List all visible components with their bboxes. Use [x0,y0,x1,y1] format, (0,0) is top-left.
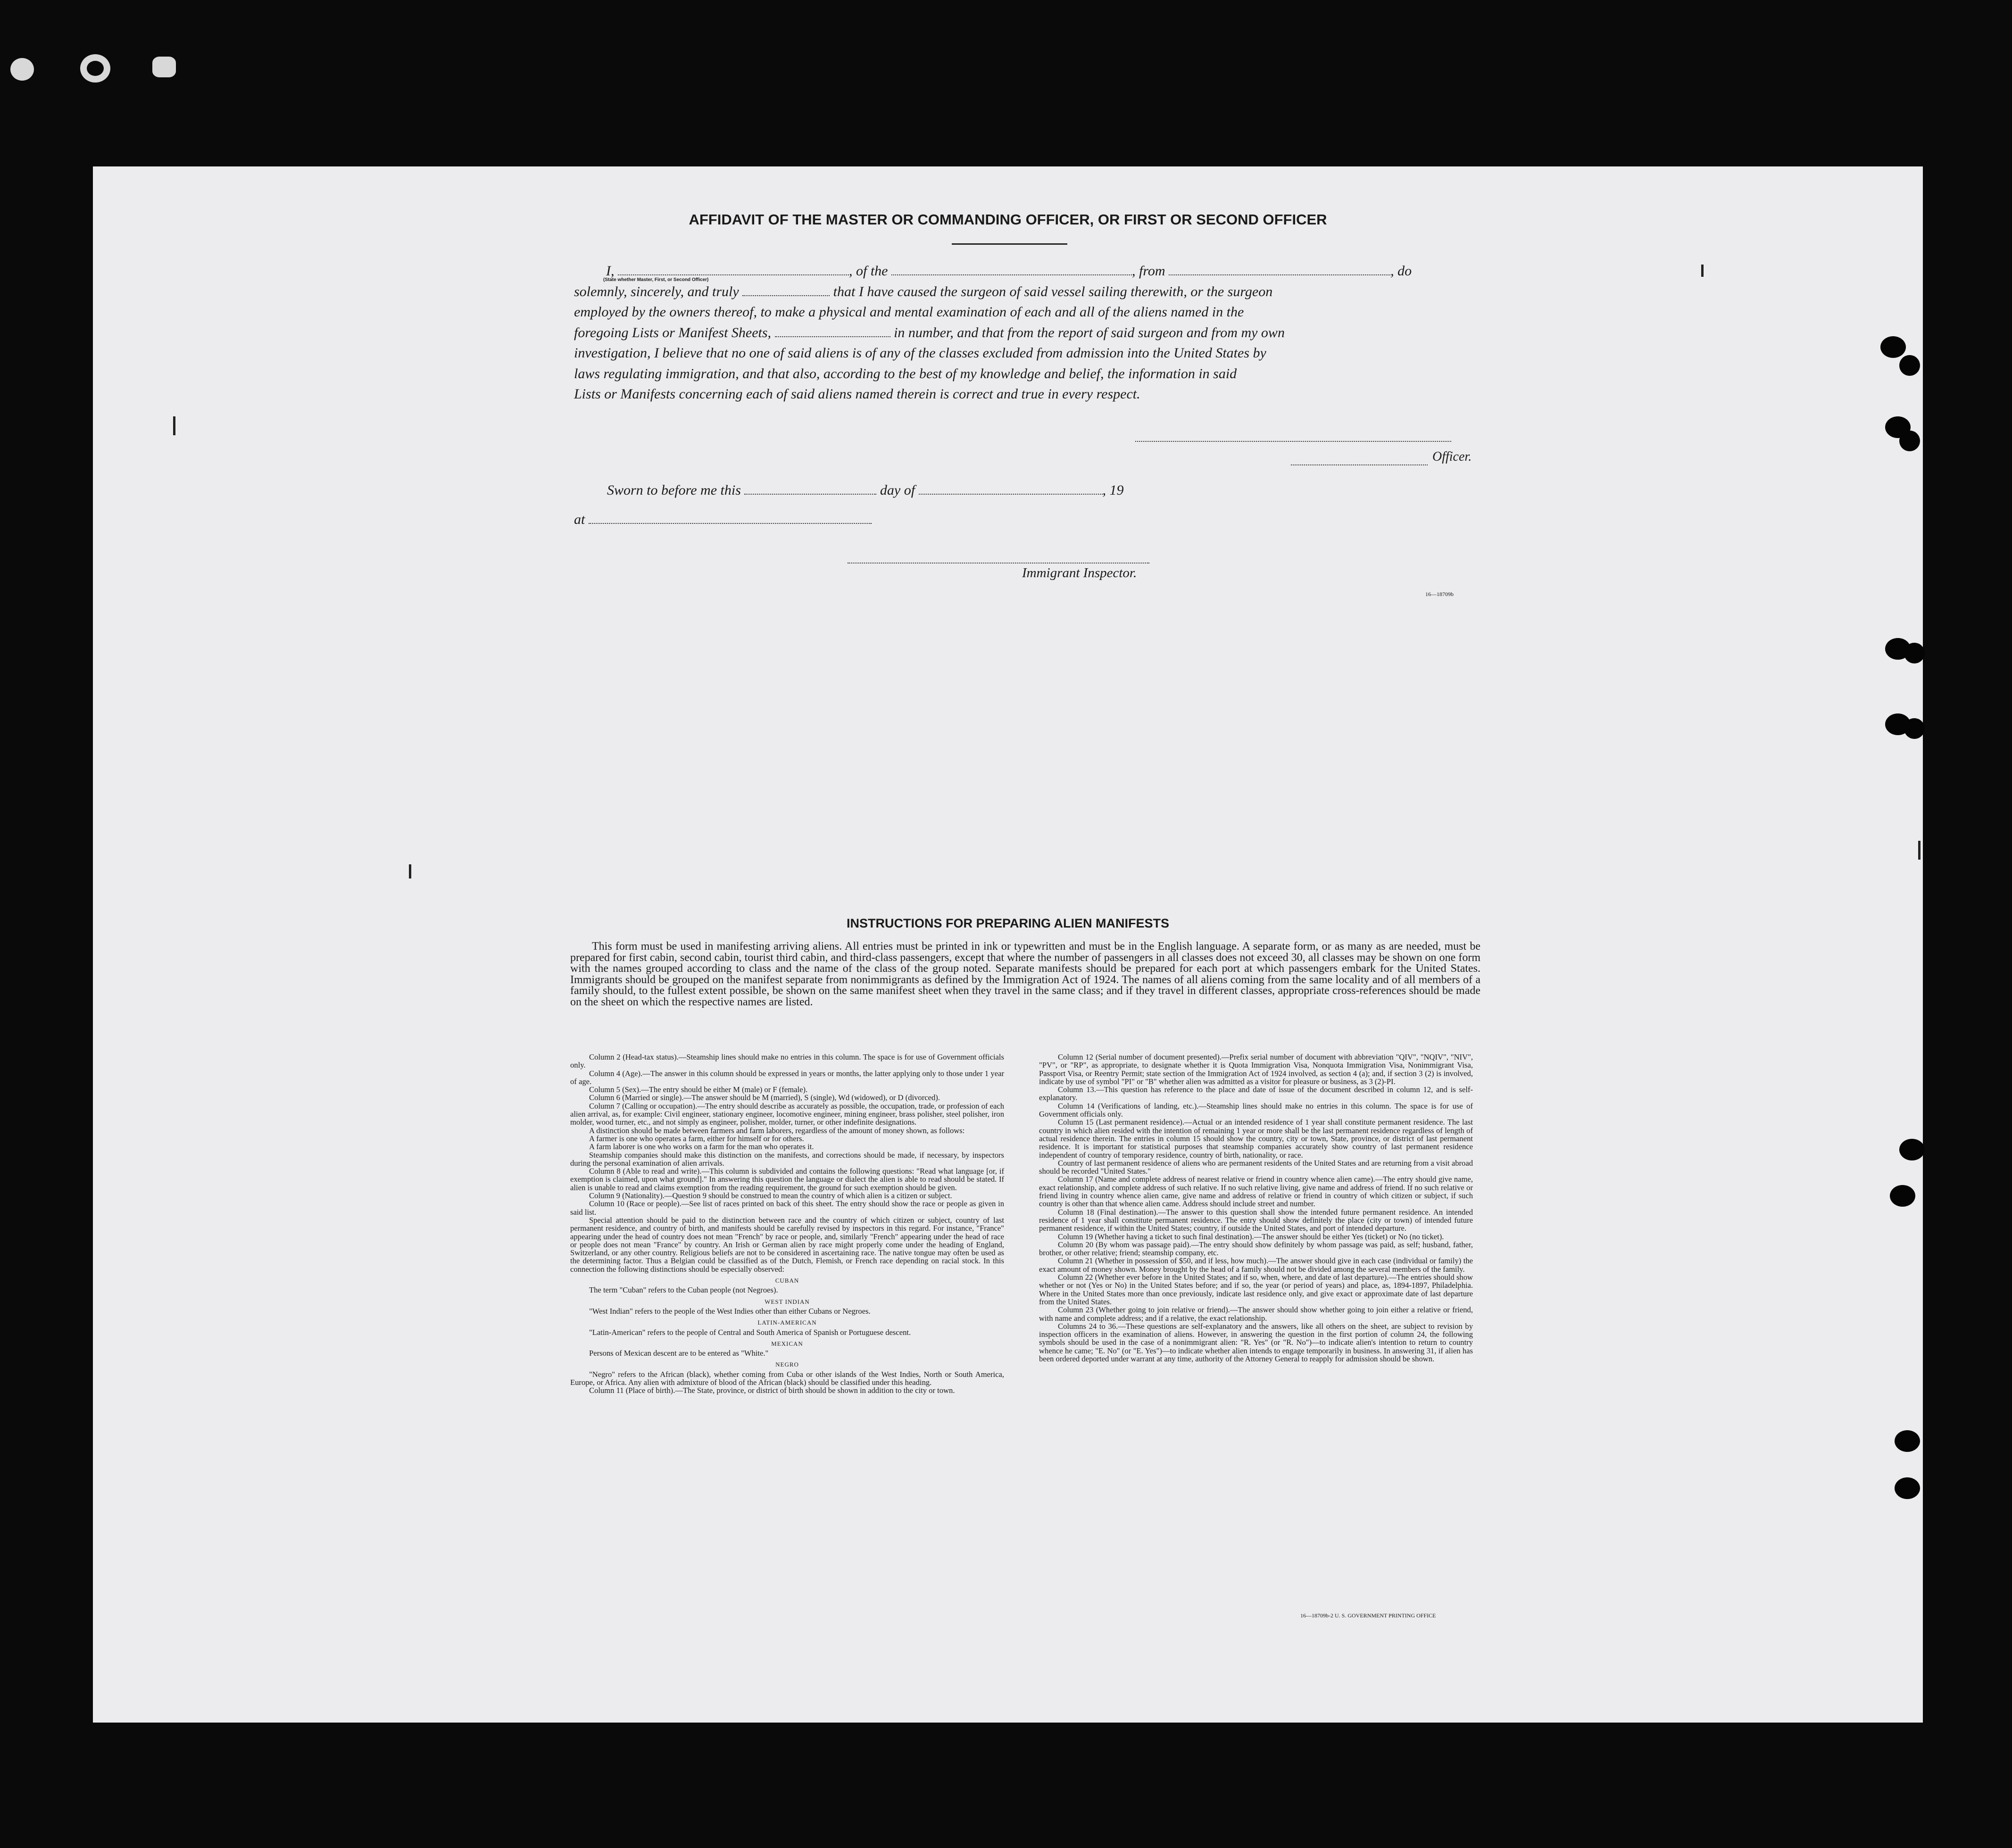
inspector-label: Immigrant Inspector. [1022,565,1137,580]
instruction-paragraph: A farmer is one who operates a farm, either for himself or for others. [589,1134,804,1143]
oath-form-field[interactable] [742,286,830,296]
instruction-paragraph: Column 13.—This question has reference to the place and date of issue of the document described in column 12, and is self-explanatory. [1039,1085,1473,1102]
instruction-paragraph: Column 12 (Serial number of document presented).—Prefix serial number of document with abbreviation "QIV", "NQIV", "NIV", "PV", or "RP", as appropriate, to designate whether it is Quota Immigration Visa, Nonquota Immigration Visa, Nonimmigrant Visa, Passport Visa, or Reentry Permit; state section of the Immigration Act of 1924 involved, as section 4 (a); and, if section 3 (2) is involved, indicate by use of symbol "PI" or "B" whether alien was admitted as a visitor for pleasure or business, as 3 (2)-PI. [1039,1052,1473,1086]
instruction-paragraph: Column 6 (Married or single).—The answer should be M (married), S (single), Wd (widowed), or D (divorced). [589,1093,940,1102]
punch-hole [1880,336,1906,358]
instruction-paragraph: A farm laborer is one who works on a farm for the man who operates it. [589,1142,814,1152]
race-heading: CUBAN [775,1277,799,1284]
officer-rank-field[interactable] [618,265,849,275]
film-mark-ring [80,54,110,83]
affidavit-text: in number, and that from the report of said surgeon and from my own [894,324,1285,340]
day-of-label: day of [880,482,915,498]
at-line [574,512,872,528]
affidavit-i: I, [606,263,615,279]
punch-hole [1895,1477,1920,1499]
film-mark-dot [10,58,34,81]
instruction-paragraph: Country of last permanent residence of aliens who are permanent residents of the United States and are returning from a visit abroad should be recorded "United States." [1039,1158,1473,1176]
do-label: , do [1390,263,1412,279]
affidavit-line-3: employed by the owners thereof, to make a physical and mental examination of each and all of the aliens named in the [574,304,1244,320]
punch-hole [1904,643,1925,663]
punch-hole [1904,718,1925,739]
margin-speck [409,864,411,878]
margin-speck [1701,265,1704,277]
instruction-paragraph: Column 8 (Able to read and write).—This column is subdivided and contains the following questions: "Read what language [or, if exemption is claimed, upon what ground]." In answering this question the language or dialect the alien is able to read should be stated. If alien is unable to read and claims exemption from the reading requirement, the ground for such exemption should be given. [570,1167,1004,1192]
instruction-paragraph: Column 4 (Age).—The answer in this column should be expressed in years or months, the latter applying only to those under 1 year of age. [570,1069,1004,1086]
sworn-line [607,482,1124,498]
margin-speck [1918,841,1921,860]
race-definition: "Negro" refers to the African (black), whether coming from Cuba or other islands of the West Indies, North or South America, Europe, or Africa. Any alien with admixture of blood of the African (black) should be classified under this heading. [570,1369,1004,1387]
instruction-paragraph: Column 18 (Final destination).—The answer to this question shall show the intended future permanent residence. An intended residence of 1 year shall constitute permanent residence. The entry should show definitely the place (city or town) of intended future permanent residence, if within the United States; country, if outside the United States, and port of intended departure. [1039,1207,1473,1233]
instruction-paragraph: Column 19 (Whether having a ticket to such final destination).—The answer should be either Yes (ticket) or No (no ticket). [1058,1232,1444,1241]
instruction-paragraph: Columns 24 to 36.—These questions are self-explanatory and the answers, like all others on the sheet, are subject to revision by inspection officers in the examination of aliens. However, in answering the question in the first portion of column 24, the following symbols should be used in the case of a nonimmigrant alien: "R. Yes" (or "R. No")—to indicate alien's intention to return to country whence he came; "E. No" (or "E. Yes")—to indicate whether alien intends to engage temporarily in business. In answering 31, if alien has been ordered deported under warrant at any time, authority of the Attorney General to reapply for admission should be shown. [1039,1321,1473,1363]
instruction-paragraph: Column 20 (By whom was passage paid).—The entry should show definitely by whom passage was paid, as self; husband, father, brother, or other relative; friend; steamship company, etc. [1039,1240,1473,1258]
affidavit-line-2 [574,282,1480,302]
rank-hint: (State whether Master, First, or Second Officer) [603,277,709,282]
punch-hole [1895,1430,1920,1452]
affidavit-title: AFFIDAVIT OF THE MASTER OR COMMANDING OFFICER, OR FIRST OR SECOND OFFICER [689,211,1327,228]
vessel-field[interactable] [891,265,1132,275]
affidavit-line-1 [574,261,1480,282]
instructions-left-column [570,1053,1004,1395]
affidavit-text: that I have caused the surgeon of said vessel sailing therewith, or the surgeon [833,283,1273,299]
year-label: , 19 [1102,482,1124,498]
affidavit-text: solemnly, sincerely, and truly [574,283,739,299]
race-heading: LATIN-AMERICAN [757,1319,817,1326]
document-page [93,166,1923,1723]
officer-label: Officer. [1432,449,1472,464]
sworn-label: Sworn to before me this [607,482,741,498]
race-heading: WEST INDIAN [765,1298,810,1305]
sworn-month-field[interactable] [919,484,1103,495]
inspector-signature-line[interactable] [848,562,1149,564]
sheet-count-field[interactable] [775,327,890,337]
instruction-paragraph: Column 17 (Name and complete address of nearest relative or friend in country whence alien came).—The entry should give name, exact relationship, and complete address of such relative. If no such relative living, give name and address of friend. If no such relative or friend living in country whence alien came, give name and address of relative or friend in country of which citizen or subject, if such country is other than that whence alien came. Address should include street and number. [1039,1175,1473,1209]
at-label: at [574,512,585,527]
officer-signature-line[interactable] [1135,440,1451,442]
instruction-paragraph: Column 21 (Whether in possession of $50, and if less, how much).—The answer should give in each case (individual or family) the exact amount of money shown. Money brought by the head of a family should not be divided among the several members of the family. [1039,1256,1473,1274]
instruction-paragraph: Column 9 (Nationality).—Question 9 should be construed to mean the country of which alien is a citizen or subject. [589,1191,952,1201]
printing-office-footer: 16—18709b-2 U. S. GOVERNMENT PRINTING OFFICE [1300,1612,1436,1619]
affidavit-text: foregoing Lists or Manifest Sheets, [574,324,772,340]
instruction-paragraph: Column 10 (Race or people).—See list of races printed on back of this sheet. The entry should show the race or people as given in said list. [570,1199,1004,1217]
affidavit-line-6: laws regulating immigration, and that also, according to the best of my knowledge and belief, the information in said [574,365,1237,381]
punch-hole [1899,1139,1925,1160]
race-definition: "Latin-American" refers to the people of Central and South America of Spanish or Portuguese descent. [589,1327,911,1337]
race-heading: NEGRO [775,1361,799,1368]
instruction-paragraph: Steamship companies should make this distinction on the manifests, and corrections should be made, if necessary, by inspectors during the personal examination of alien arrivals. [570,1150,1004,1168]
officer-title-line[interactable] [1291,464,1428,465]
sworn-place-field[interactable] [589,514,872,524]
punch-hole [1899,431,1920,451]
punch-hole [1899,355,1920,376]
instruction-paragraph: Column 5 (Sex).—The entry should be either M (male) or F (female). [589,1085,808,1094]
sworn-day-field[interactable] [744,484,876,495]
instruction-paragraph: Column 11 (Place of birth).—The State, province, or district of birth should be shown in addition to the city or town. [589,1386,955,1395]
instruction-paragraph: Column 2 (Head-tax status).—Steamship lines should make no entries in this column. The space is for use of Government officials only. [570,1052,1004,1070]
affidavit-body [574,261,1480,405]
from-label: , from [1132,263,1165,279]
race-definition: Persons of Mexican descent are to be entered as "White." [589,1349,769,1358]
punch-hole [1890,1185,1915,1207]
race-heading: MEXICAN [771,1340,803,1347]
margin-speck [173,416,175,435]
instruction-paragraph: A distinction should be made between farmers and farm laborers, regardless of the amount of money shown, as follows: [589,1126,965,1135]
instruction-paragraph: Column 14 (Verifications of landing, etc.).—Steamship lines should make no entries in this column. The space is for use of Government officials only. [1039,1101,1473,1119]
affidavit-line-7: Lists or Manifests concerning each of said aliens named therein is correct and true in every respect. [574,386,1140,402]
race-definition: "West Indian" refers to the people of the West Indies other than either Cubans or Negroes. [589,1306,871,1316]
instructions-right-column [1039,1053,1473,1363]
instructions-title: INSTRUCTIONS FOR PREPARING ALIEN MANIFESTS [846,916,1170,930]
affidavit-line-4 [574,323,1480,343]
instruction-paragraph: Column 22 (Whether ever before in the United States; and if so, when, where, and date of last departure).—The entries should show whether or not (Yes or No) in the United States before; and if so, the year (or period of years) and place, as, 1894-1897, Philadelphia. Where in the United States more than once previously, indicate last residence only, and give exact or approximate date of last departure from the United States. [1039,1273,1473,1306]
form-number: 16—18709b [1425,591,1454,597]
instruction-paragraph: Special attention should be paid to the distinction between race and the country of which citizen or subject, country of last permanent residence, and country of birth, and manifests should be carefully revised by inspectors in this regard. For instance, "France" appearing under the head of country does not mean "French" by race or people, and, similarly "French" appearing under the head of race or people does not mean "France" by country. An Irish or German alien by race might properly come under the heading of England, Switzerland, or any other country. Religious beliefs are not to be considered in ascertaining race. The native tongue may often be used as the determining factor. Thus a Belgian could be classified as of the Dutch, Flemish, or French race depending on racial stock. In this connection the following distinctions should be especially observed: [570,1215,1004,1274]
port-field[interactable] [1169,265,1390,275]
instruction-paragraph: Column 15 (Last permanent residence).—Actual or an intended residence of 1 year shall constitute permanent residence. The last country in which alien resided with the intention of remaining 1 year or more shall be the last permanent residence regardless of length of actual residence therein. The entries in column 15 should show the country, city or town, State, province, or district of last permanent residence. It is important for statistical purposes that steamship companies accurately show country of last permanent residence independent of country of temporary residence, country of birth, nationality, or race. [1039,1118,1473,1160]
instruction-paragraph: Column 23 (Whether going to join relative or friend).—The answer should show whether going to join either a relative or friend, with name and complete address; and if a relative, the exact relationship. [1039,1305,1473,1323]
film-mark-dot [152,57,176,77]
instructions-intro: This form must be used in manifesting arriving aliens. All entries must be printed in ink or typewritten and must be in the English language. A separate form, or as many as are needed, must be prepared for first cabin, second cabin, tourist third cabin, and third-class passengers, except that where the number of passengers in all classes does not exceed 30, all classes may be shown on one form with the names grouped according to class and the name of the class of the group noted. Separate manifests should be prepared for each port at which passengers embark for the United States. Immigrants should be grouped on the manifest separate from nonimmigrants as defined by the Immigration Act of 1924. The names of all aliens coming from the same locality and of all members of a family should, to the fullest extent possible, be shown on the same manifest sheet when they travel in the same class; and if they travel in different classes, appropriate cross-references should be made on the sheet on which the respective names are listed. [570,940,1480,1008]
title-rule [952,243,1067,245]
of-the-label: , of the [849,263,888,279]
race-definition: The term "Cuban" refers to the Cuban people (not Negroes). [589,1285,778,1295]
instruction-paragraph: Column 7 (Calling or occupation).—The entry should describe as accurately as possible, the occupation, trade, or profession of each alien arrival, as, for example: Civil engineer, stationary engineer, locomotive engineer, mining engineer, brass polisher, steel polisher, iron molder, wood turner, etc., and not simply as engineer, polisher, molder, turner, or other indefinite designations. [570,1101,1004,1127]
affidavit-line-5: investigation, I believe that no one of said aliens is of any of the classes excluded from admission into the United States by [574,345,1266,361]
